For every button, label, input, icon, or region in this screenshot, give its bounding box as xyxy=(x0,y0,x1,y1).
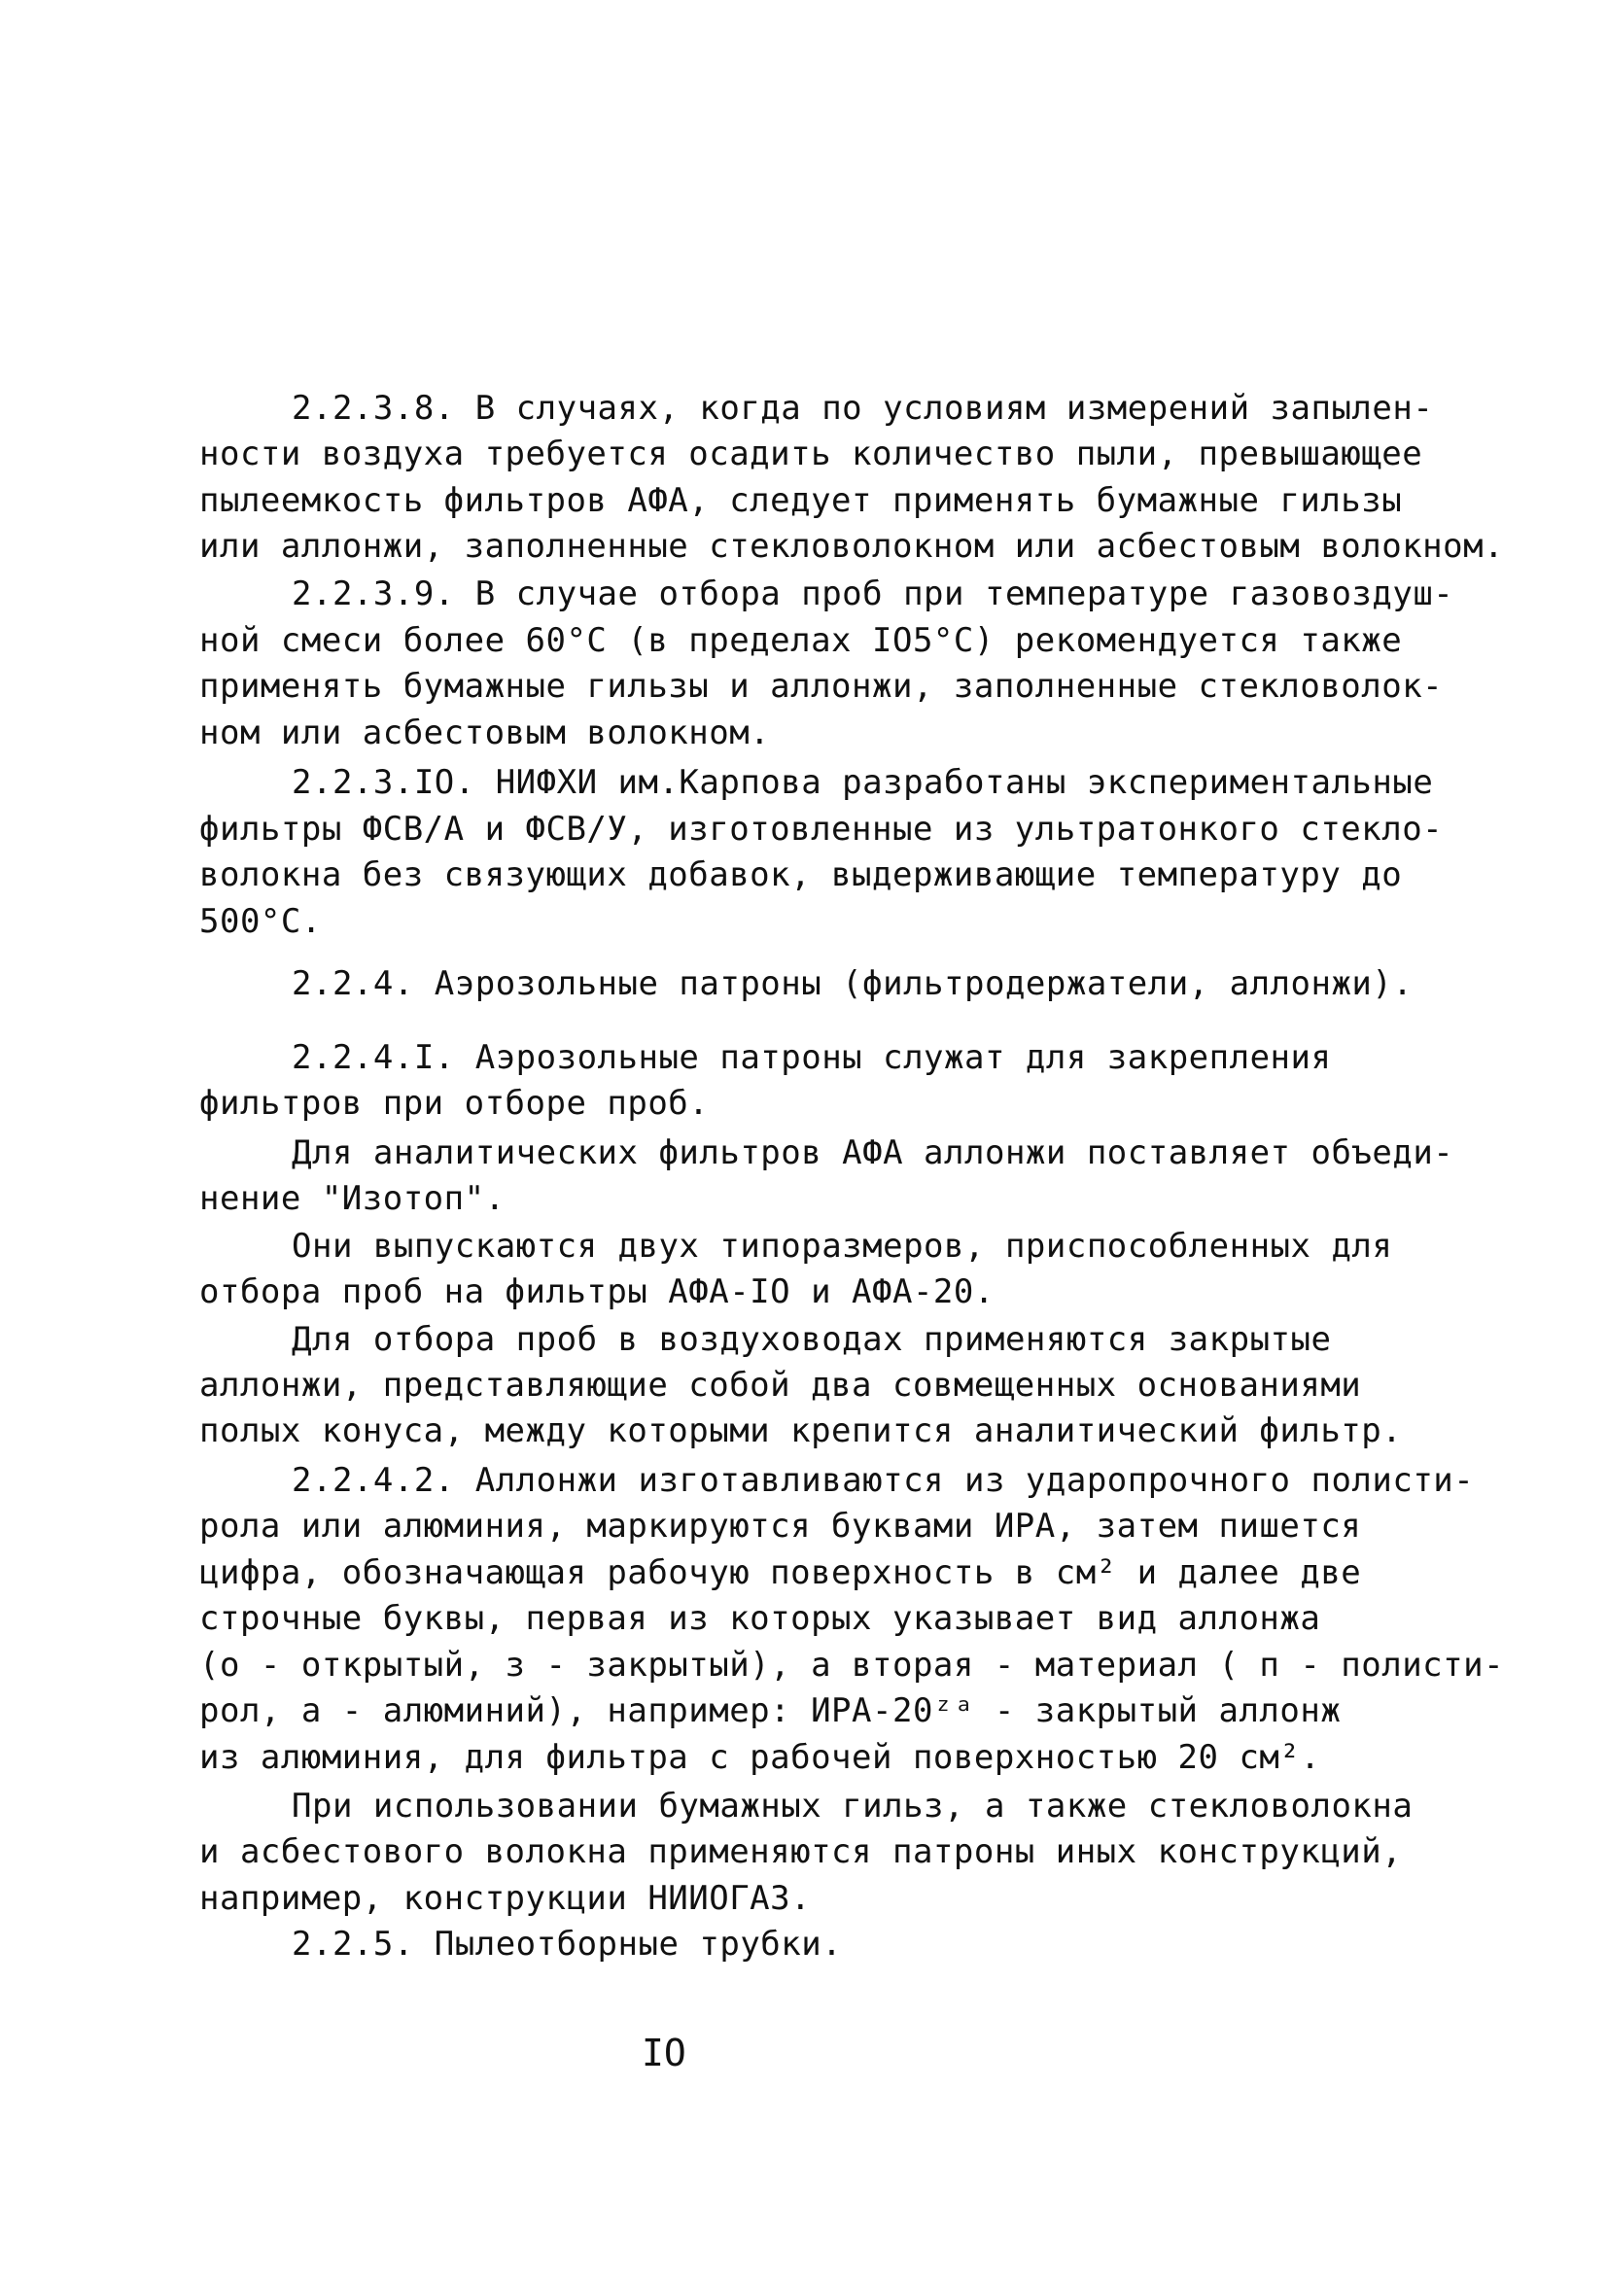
text-line: 500°С. xyxy=(199,902,322,941)
text-line: нение "Изотоп". xyxy=(199,1179,506,1218)
text-line: из алюминия, для фильтра с рабочей поверхностью 20 см². xyxy=(199,1738,1321,1777)
page-number: IO xyxy=(642,2032,686,2074)
text-line: 2.2.3.9. В случае отбора проб при температуре газовоздуш- xyxy=(292,574,1454,613)
text-line: цифра, обозначающая рабочую поверхность в см² и далее две xyxy=(199,1553,1362,1592)
section-heading: 2.2.5. Пылеотборные трубки. xyxy=(292,1925,843,1964)
text-line: фильтров при отборе проб. xyxy=(199,1084,710,1123)
text-line: рола или алюминия, маркируются буквами ИРА, затем пишется xyxy=(199,1507,1362,1546)
text-line: отбора проб на фильтры АФА-IO и АФА-20. xyxy=(199,1272,995,1311)
text-line: фильтры ФСВ/А и ФСВ/У, изготовленные из ультратонкого стекло- xyxy=(199,810,1444,849)
text-line: и асбестового волокна применяются патроны иных конструкций, xyxy=(199,1832,1403,1871)
text-line: ной смеси более 60°С (в пределах IO5°С) рекомендуется также xyxy=(199,621,1403,660)
text-line: пылеемкость фильтров АФА, следует применять бумажные гильзы xyxy=(199,481,1403,520)
text-line: 2.2.3.IO. НИФХИ им.Карпова разработаны экспериментальные xyxy=(292,763,1434,802)
text-line: или аллонжи, заполненные стекловолокном или асбестовым волокном. xyxy=(199,527,1505,566)
text-line: например, конструкции НИИОГАЗ. xyxy=(199,1879,812,1918)
text-line: Они выпускаются двух типоразмеров, приспособленных для xyxy=(292,1227,1393,1266)
text-line: ности воздуха требуется осадить количество пыли, превышающее xyxy=(199,435,1423,473)
text-line: Для аналитических фильтров АФА аллонжи поставляет объеди- xyxy=(292,1133,1454,1172)
text-line: ном или асбестовым волокном. xyxy=(199,713,771,752)
text-line: Для отбора проб в воздуховодах применяются закрытые xyxy=(292,1320,1332,1359)
text-line: аллонжи, представляющие собой два совмещенных основаниями xyxy=(199,1366,1362,1405)
text-line: рол, а - алюминий), например: ИРА-20ᶻᵃ - закрытый аллонж xyxy=(199,1691,1342,1730)
text-line: 2.2.4.I. Аэрозольные патроны служат для закрепления xyxy=(292,1038,1332,1077)
text-line: (о - открытый, з - закрытый), а вторая - материал ( п - полисти- xyxy=(199,1646,1505,1685)
text-line: строчные буквы, первая из которых указывает вид аллонжа xyxy=(199,1599,1321,1638)
text-line: 2.2.4.2. Аллонжи изготавливаются из ударопрочного полисти- xyxy=(292,1461,1475,1500)
section-heading: 2.2.4. Аэрозольные патроны (фильтродержатели, аллонжи). xyxy=(292,964,1414,1003)
text-line: полых конуса, между которыми крепится аналитический фильтр. xyxy=(199,1411,1403,1450)
text-line: волокна без связующих добавок, выдерживающие температуру до xyxy=(199,855,1403,894)
text-line: 2.2.3.8. В случаях, когда по условиям измерений запылен- xyxy=(292,389,1434,428)
text-line: При использовании бумажных гильз, а также стекловолокна xyxy=(292,1787,1414,1826)
text-line: применять бумажные гильзы и аллонжи, заполненные стекловолок- xyxy=(199,667,1444,706)
